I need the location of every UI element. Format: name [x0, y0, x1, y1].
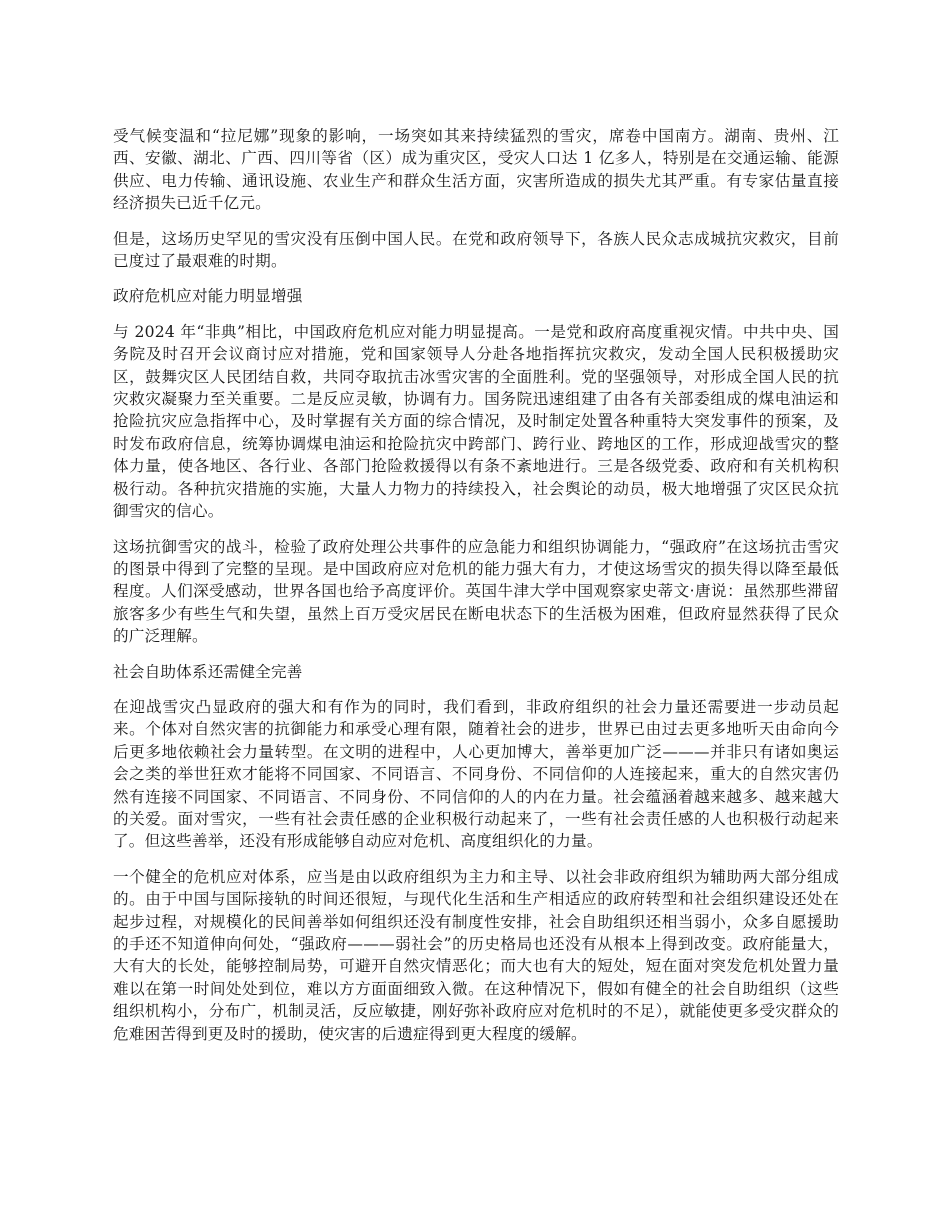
paragraph-social-forces: 在迎战雪灾凸显政府的强大和有作为的同时，我们看到，非政府组织的社会力量还需要进一步动员起来。个体对自然灾害的抗御能力和承受心理有限，随着社会的进步，世界已由过去更多地听天由命向今后更多地依赖社会力量转型。在文明的进程中，人心更加博大，善举更加广泛———并非只有诸如奥运会之类的举世狂欢才能将不同国家、不同语言、不同身份、不同信仰的人连接起来，重大的自然灾害仍然有连接不同国家、不同语言、不同身份、不同信仰的人的内在力量。社会蕴涵着越来越多、越来越大的关爱。面对雪灾，一些有社会责任感的企业积极行动起来了，一些有社会责任感的人也积极行动起来了。但这些善举，还没有形成能够自动应对危机、高度组织化的力量。 — [113, 697, 839, 851]
document-body — [113, 125, 839, 1058]
section-heading-social-selfhelp: 社会自助体系还需健全完善 — [113, 662, 303, 681]
paragraph-strong-government: 这场抗御雪灾的战斗，检验了政府处理公共事件的应急能力和组织协调能力，“强政府”在这场抗击雪灾的图景中得到了完整的呈现。是中国政府应对危机的能力强大有力，才使这场雪灾的损失得以降至最低程度。人们深受感动，世界各国也给予高度评价。英国牛津大学中国观察家史蒂文·唐说：虽然那些滞留旅客多少有些生气和失望，虽然上百万受灾居民在断电状态下的生活极为困难，但政府显然获得了民众的广泛理解。 — [113, 537, 839, 646]
paragraph-crisis-system: 一个健全的危机应对体系，应当是由以政府组织为主力和主导、以社会非政府组织为辅助两大部分组成的。由于中国与国际接轨的时间还很短，与现代化生活和生产相适应的政府转型和社会组织建设还处在起步过程，对规模化的民间善举如何组织还没有制度性安排，社会自助组织还相当弱小，众多自愿援助的手还不知道伸向何处，“强政府———弱社会”的历史格局也还没有从根本上得到改变。政府能量大，大有大的长处，能够控制局势，可避开自然灾情恶化；而大也有大的短处，短在面对突发危机处置力量难以在第一时间处处到位，难以方方面面细致入微。在这种情况下，假如有健全的社会自助组织（这些组织机构小，分布广，机制灵活，反应敏捷，刚好弥补政府应对危机时的不足），就能使更多受灾群众的危难困苦得到更及时的援助，使灾害的后遗症得到更大程度的缓解。 — [113, 867, 839, 1043]
paragraph-resilience: 但是，这场历史罕见的雪灾没有压倒中国人民。在党和政府领导下，各族人民众志成城抗灾救灾，目前已度过了最艰难的时期。 — [113, 229, 839, 271]
section-heading-government: 政府危机应对能力明显增强 — [113, 287, 303, 306]
paragraph-intro: 受气候变温和“拉尼娜”现象的影响，一场突如其来持续猛烈的雪灾，席卷中国南方。湖南、贵州、江西、安徽、湖北、广西、四川等省（区）成为重灾区，受灾人口达 1 亿多人，特别是在交通运输、能源供应、电力传输、通讯设施、农业生产和群众生活方面，灾害所造成的损失尤其严重。有专家估量直接经济损失已近千亿元。 — [113, 127, 839, 213]
paragraph-government-capacity: 与 2024 年“非典”相比，中国政府危机应对能力明显提高。一是党和政府高度重视灾情。中共中央、国务院及时召开会议商讨应对措施，党和国家领导人分赴各地指挥抗灾救灾，发动全国人民积极援助灾区，鼓舞灾区人民团结自救，共同夺取抗击冰雪灾害的全面胜利。党的坚强领导，对形成全国人民的抗灾救灾凝聚力至关重要。二是反应灵敏，协调有力。国务院迅速组建了由各有关部委组成的煤电油运和抢险抗灾应急指挥中心，及时掌握有关方面的综合情况，及时制定处置各种重特大突发事件的预案，及时发布政府信息，统筹协调煤电油运和抢险抗灾中跨部门、跨行业、跨地区的工作，形成迎战雪灾的整体力量，使各地区、各行业、各部门抢险救援得以有条不紊地进行。三是各级党委、政府和有关机构积极行动。各种抗灾措施的实施，大量人力物力的持续投入，社会舆论的动员，极大地增强了灾区民众抗御雪灾的信心。 — [113, 322, 839, 521]
